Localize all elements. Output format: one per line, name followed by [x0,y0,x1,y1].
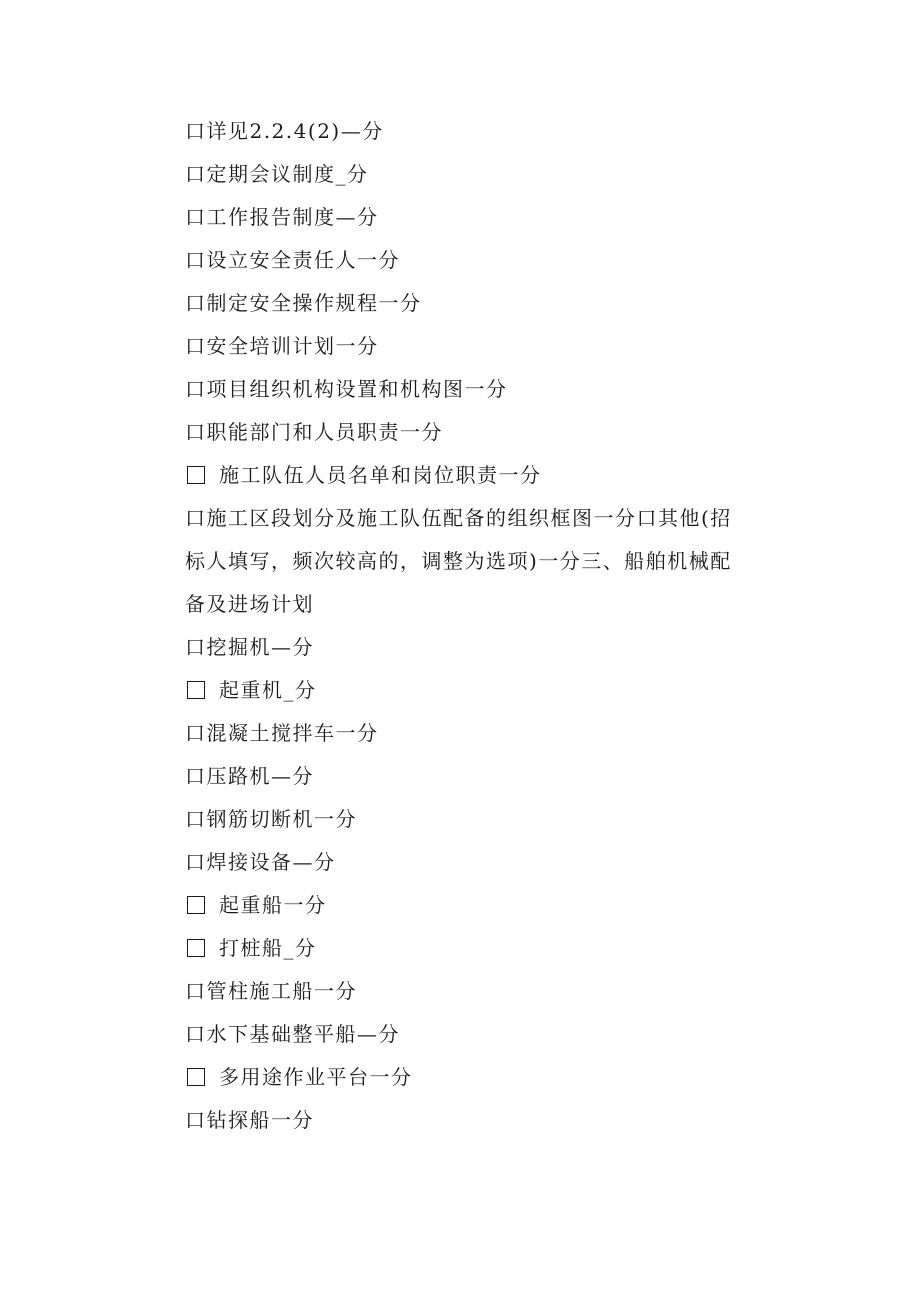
list-item: 口水下基础整平船—分 [185,1022,400,1046]
list-item: 口焊接设备—分 [185,850,336,874]
checkbox-icon [187,681,205,699]
checkbox-icon [187,939,205,957]
list-item: 口混凝土搅拌车一分 [185,721,379,745]
list-item: 口钢筋切断机一分 [185,807,357,831]
list-item: 起重机_分 [185,669,785,712]
list-item: 起重船一分 [185,884,785,927]
list-item: 口挖掘机—分 [185,635,314,659]
list-item: 口职能部门和人员职责一分 [185,420,443,444]
paragraph-line: 口施工区段划分及施工队伍配备的组织框图一分口其他(招 [185,506,732,530]
list-item: 口工作报告制度—分 [185,205,379,229]
paragraph [185,497,785,626]
list-item: 口设立安全责任人一分 [185,248,400,272]
list-item: 打桩船_分 [185,927,785,970]
list-item: 口详见2.2.4(2)—分 [185,119,384,143]
list-item: 口安全培训计划一分 [185,334,379,358]
checkbox-icon [187,896,205,914]
list-item: 多用途作业平台一分 [185,1056,785,1099]
list-item: 口压路机—分 [185,764,314,788]
paragraph-line: 备及进场计划 [185,592,314,616]
list-item: 口定期会议制度_分 [185,162,369,186]
list-item: 施工队伍人员名单和岗位职责一分 [185,454,785,497]
list-item: 口钻探船一分 [185,1108,314,1132]
list-item: 口项目组织机构设置和机构图一分 [185,377,508,401]
paragraph-line: 标人填写，频次较高的，调整为选项)一分三、船舶机械配 [185,549,732,573]
checkbox-icon [187,1068,205,1086]
list-item: 口管柱施工船一分 [185,979,357,1003]
list-item: 口制定安全操作规程一分 [185,291,422,315]
checkbox-icon [187,466,205,484]
